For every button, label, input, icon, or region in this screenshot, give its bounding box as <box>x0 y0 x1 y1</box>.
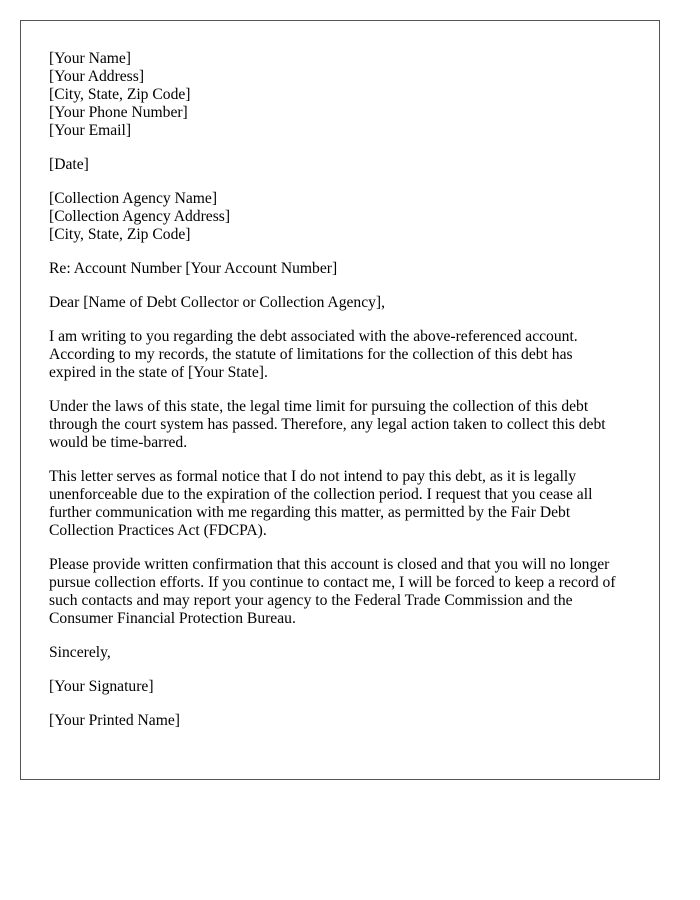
sender-city-state-zip: [City, State, Zip Code] <box>49 86 191 103</box>
closing-block <box>49 644 639 662</box>
subject-block <box>49 260 639 278</box>
paragraph-line: further communication with me regarding this matter, as permitted by the Fair Debt <box>49 504 571 521</box>
printed-name-block <box>49 712 639 730</box>
paragraph-3 <box>49 468 639 540</box>
paragraph-line: expired in the state of [Your State]. <box>49 364 268 381</box>
paragraph-line: I am writing to you regarding the debt associated with the above-referenced account. <box>49 328 578 345</box>
paragraph-line: According to my records, the statute of limitations for the collection of this debt has <box>49 346 573 363</box>
paragraph-line: would be time-barred. <box>49 434 188 451</box>
paragraph-line: This letter serves as formal notice that I do not intend to pay this debt, as it is legally <box>49 468 577 485</box>
paragraph-line: Collection Practices Act (FDCPA). <box>49 522 267 539</box>
paragraph-line: pursue collection efforts. If you continue to contact me, I will be forced to keep a record of <box>49 574 616 591</box>
recipient-address: [Collection Agency Address] <box>49 208 231 225</box>
subject-line: Re: Account Number [Your Account Number] <box>49 260 338 277</box>
sender-email: [Your Email] <box>49 122 132 139</box>
letter-page <box>20 20 660 780</box>
paragraph-line: through the court system has passed. Therefore, any legal action taken to collect this debt <box>49 416 606 433</box>
signature-block <box>49 678 639 696</box>
paragraph-line: such contacts and may report your agency to the Federal Trade Commission and the <box>49 592 573 609</box>
salutation: Dear [Name of Debt Collector or Collection Agency], <box>49 294 386 311</box>
recipient-city-state-zip: [City, State, Zip Code] <box>49 226 191 243</box>
recipient-name: [Collection Agency Name] <box>49 190 218 207</box>
paragraph-2 <box>49 398 639 452</box>
printed-name: [Your Printed Name] <box>49 712 180 729</box>
paragraph-line: unenforceable due to the expiration of the collection period. I request that you cease all <box>49 486 593 503</box>
sender-address: [Your Address] <box>49 68 145 85</box>
closing: Sincerely, <box>49 644 111 661</box>
letter-date: [Date] <box>49 156 89 173</box>
sender-name: [Your Name] <box>49 50 132 67</box>
signature: [Your Signature] <box>49 678 154 695</box>
salutation-block <box>49 294 639 312</box>
recipient-block <box>49 190 639 244</box>
paragraph-line: Consumer Financial Protection Bureau. <box>49 610 296 627</box>
sender-block <box>49 50 639 140</box>
sender-phone: [Your Phone Number] <box>49 104 188 121</box>
letter-body <box>49 50 639 746</box>
paragraph-4 <box>49 556 639 628</box>
paragraph-1 <box>49 328 639 382</box>
paragraph-line: Under the laws of this state, the legal time limit for pursuing the collection of this debt <box>49 398 589 415</box>
paragraph-line: Please provide written confirmation that this account is closed and that you will no longer <box>49 556 610 573</box>
date-block <box>49 156 639 174</box>
